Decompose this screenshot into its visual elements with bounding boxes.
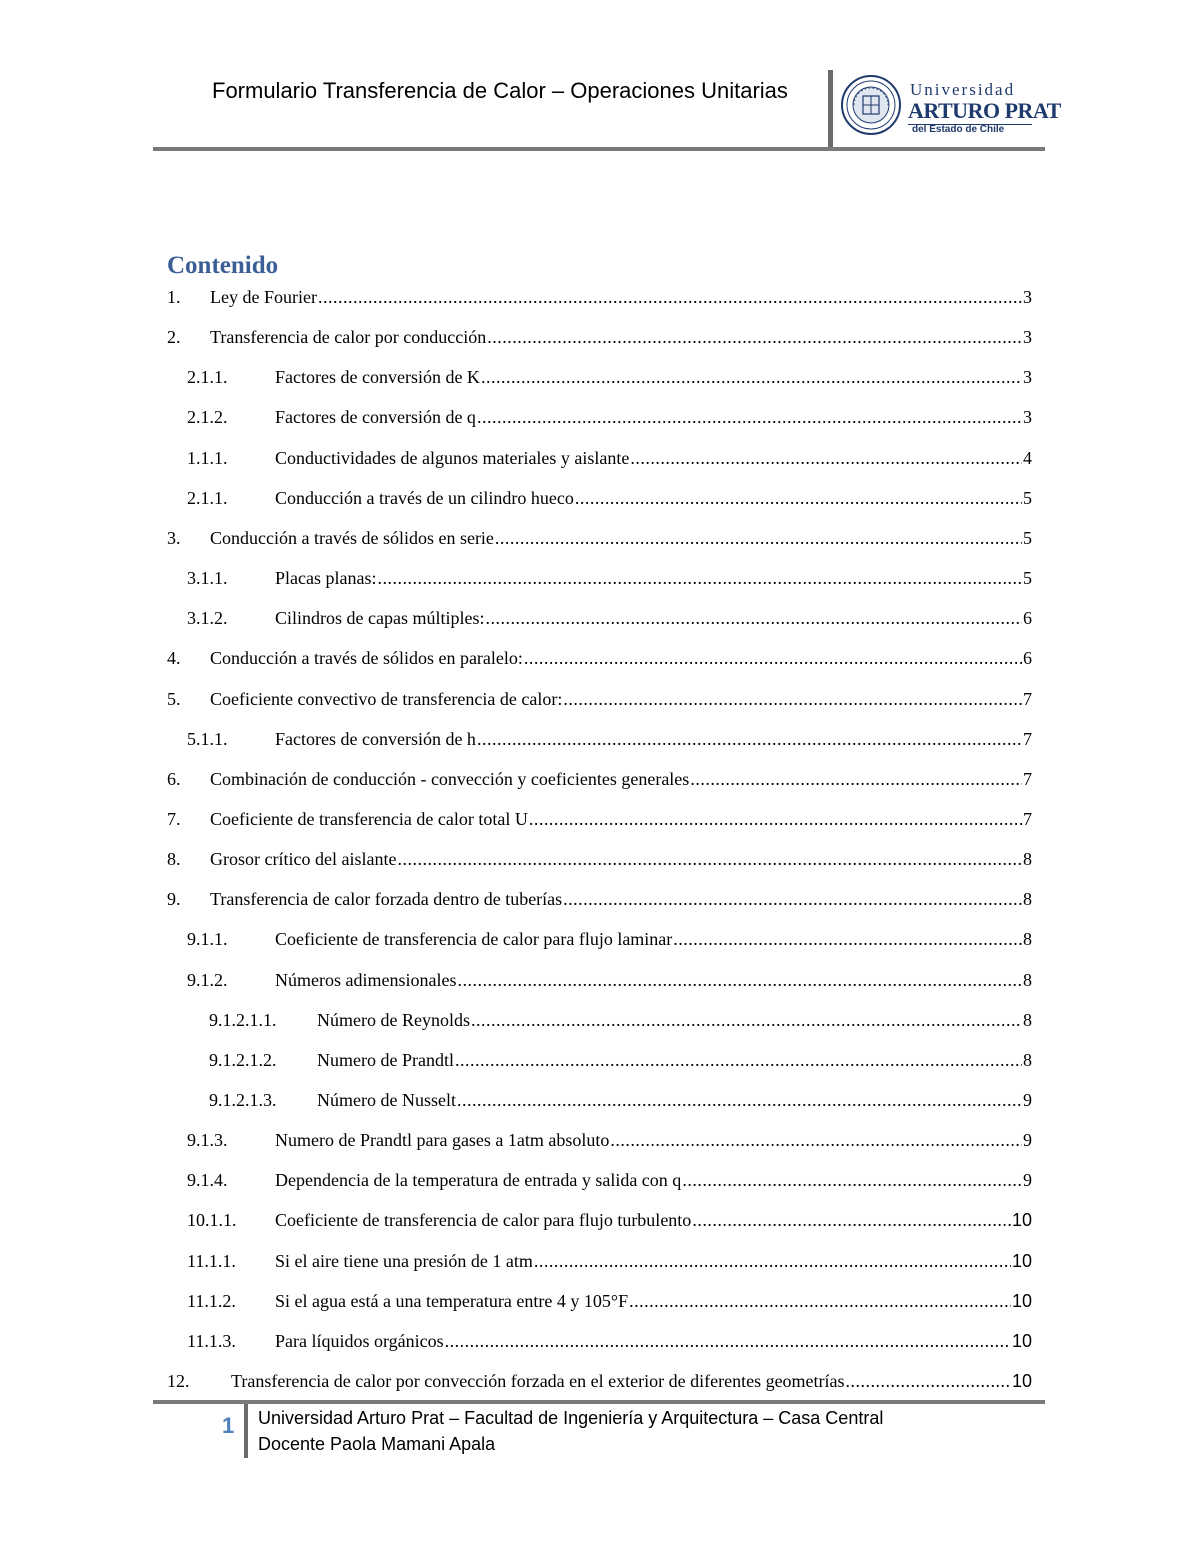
toc-dot-leader bbox=[534, 1251, 1011, 1272]
toc-dot-leader bbox=[457, 1090, 1022, 1111]
toc-entry[interactable] bbox=[187, 1130, 1032, 1156]
toc-entry[interactable] bbox=[187, 1251, 1032, 1277]
toc-dot-leader bbox=[481, 367, 1022, 388]
toc-entry-page: 5 bbox=[1023, 568, 1032, 589]
toc-entry-number: 3.1.1. bbox=[187, 568, 228, 589]
toc-entry-page: 8 bbox=[1023, 929, 1032, 950]
toc-entry-label: Grosor crítico del aislante bbox=[210, 849, 397, 870]
toc-dot-leader bbox=[629, 1291, 1011, 1312]
toc-entry-page: 8 bbox=[1023, 1049, 1032, 1070]
toc-entry[interactable] bbox=[187, 608, 1032, 634]
toc-dot-leader bbox=[610, 1130, 1022, 1151]
toc-dot-leader bbox=[682, 1170, 1022, 1191]
toc-entry-page: 8 bbox=[1023, 1009, 1032, 1030]
toc-entry-page: 10 bbox=[1011, 1290, 1032, 1311]
toc-entry-number: 9.1.1. bbox=[187, 929, 228, 950]
toc-entry-label: Cilindros de capas múltiples: bbox=[275, 608, 485, 629]
toc-entry[interactable] bbox=[167, 327, 1032, 353]
toc-dot-leader bbox=[846, 1371, 1011, 1392]
toc-dot-leader bbox=[690, 769, 1022, 790]
toc-entry-label: Número de Nusselt bbox=[317, 1090, 456, 1110]
toc-entry-number: 3. bbox=[167, 527, 181, 548]
toc-entry-number: 9. bbox=[167, 889, 181, 910]
toc-entry-number: 9.1.2.1.2. bbox=[209, 1049, 277, 1070]
toc-entry-page: 8 bbox=[1023, 889, 1032, 910]
toc-entry-number: 1.1.1. bbox=[187, 447, 228, 468]
university-logo bbox=[840, 74, 1061, 140]
footer-divider bbox=[244, 1404, 248, 1458]
toc-dot-leader bbox=[563, 689, 1022, 710]
toc-entry[interactable] bbox=[187, 1170, 1032, 1196]
toc-entry-page: 10 bbox=[1011, 1210, 1032, 1231]
toc-entry-number: 11.1.1. bbox=[187, 1250, 236, 1271]
footer-page-number: 1 bbox=[222, 1413, 235, 1438]
toc-entry[interactable] bbox=[187, 1291, 1032, 1317]
toc-entry[interactable] bbox=[187, 448, 1032, 474]
toc-entry-number: 12. bbox=[167, 1371, 190, 1392]
toc-entry-label: Si el agua está a una temperatura entre 4 y 105°F bbox=[275, 1290, 629, 1311]
toc-dot-leader bbox=[397, 849, 1022, 870]
toc-dot-leader bbox=[471, 1010, 1022, 1031]
toc-entry-label: Numero de Prandtl bbox=[317, 1049, 454, 1070]
logo-text-arturo-prat: ARTURO PRAT bbox=[908, 98, 1061, 123]
toc-entry-number: 7. bbox=[167, 808, 181, 829]
toc-entry[interactable] bbox=[167, 769, 1032, 795]
toc-entry[interactable] bbox=[187, 407, 1032, 433]
toc-dot-leader bbox=[563, 889, 1022, 910]
toc-entry[interactable] bbox=[167, 648, 1032, 674]
toc-entry-page: 3 bbox=[1023, 287, 1032, 307]
toc-entry[interactable] bbox=[209, 1010, 1032, 1036]
toc-dot-leader bbox=[495, 528, 1022, 549]
toc-entry-label: Para líquidos orgánicos bbox=[275, 1330, 444, 1351]
toc-entry-label: Coeficiente de transferencia de calor para flujo laminar bbox=[275, 929, 673, 950]
toc-dot-leader bbox=[457, 970, 1022, 991]
toc-dot-leader bbox=[377, 568, 1022, 589]
toc-entry-label: Placas planas: bbox=[275, 568, 377, 589]
toc-entry-label: Si el aire tiene una presión de 1 atm bbox=[275, 1250, 533, 1271]
toc-entry-label: Números adimensionales bbox=[275, 969, 457, 990]
toc-entry[interactable] bbox=[187, 929, 1032, 955]
toc-entry-number: 5. bbox=[167, 688, 181, 709]
toc-entry-number: 5.1.1. bbox=[187, 728, 228, 749]
toc-entry-label: Transferencia de calor por convección forzada en el exterior de diferentes geometrías bbox=[231, 1371, 845, 1392]
toc-entry-label: Coeficiente de transferencia de calor para flujo turbulento bbox=[275, 1210, 692, 1231]
toc-entry-label: Numero de Prandtl para gases a 1atm absoluto bbox=[275, 1130, 610, 1151]
toc-entry-label: Número de Reynolds bbox=[317, 1009, 470, 1030]
toc-entry-page: 3 bbox=[1023, 367, 1032, 388]
toc-entry-label: Factores de conversión de q bbox=[275, 407, 476, 428]
toc-dot-leader bbox=[477, 407, 1022, 428]
header-divider bbox=[828, 70, 833, 148]
toc-entry-number: 9.1.2.1.3. bbox=[209, 1090, 277, 1110]
toc-entry[interactable] bbox=[167, 809, 1032, 835]
toc-entry-number: 11.1.3. bbox=[187, 1330, 236, 1351]
toc-entry-number: 9.1.2.1.1. bbox=[209, 1009, 277, 1030]
toc-entry-number: 9.1.4. bbox=[187, 1170, 228, 1191]
toc-entry-page: 3 bbox=[1023, 407, 1032, 428]
toc-dot-leader bbox=[630, 448, 1022, 469]
toc-entry[interactable] bbox=[167, 528, 1032, 554]
footer-teacher: Docente Paola Mamani Apala bbox=[258, 1434, 496, 1454]
toc-entry-page: 3 bbox=[1023, 327, 1032, 348]
toc-entry-page: 5 bbox=[1023, 527, 1032, 548]
toc-entry-page: 7 bbox=[1023, 728, 1032, 749]
toc-entry-page: 9 bbox=[1023, 1090, 1032, 1110]
header-rule bbox=[153, 147, 1045, 151]
toc-entry-page: 6 bbox=[1023, 648, 1032, 669]
toc-entry-page: 5 bbox=[1023, 487, 1032, 508]
toc-entry-page: 10 bbox=[1011, 1250, 1032, 1271]
toc-heading: Contenido bbox=[167, 252, 279, 279]
toc-dot-leader bbox=[692, 1210, 1011, 1231]
toc-entry-page: 10 bbox=[1011, 1330, 1032, 1351]
toc-entry-page: 4 bbox=[1023, 447, 1032, 468]
toc-entry-number: 10.1.1. bbox=[187, 1210, 237, 1231]
toc-entry-number: 8. bbox=[167, 849, 181, 870]
toc-dot-leader bbox=[529, 809, 1022, 830]
toc-entry-label: Conducción a través de un cilindro hueco bbox=[275, 487, 574, 508]
toc-entry-number: 2. bbox=[167, 327, 181, 348]
toc-dot-leader bbox=[524, 648, 1022, 669]
toc-entry[interactable] bbox=[187, 1331, 1032, 1357]
toc-entry[interactable] bbox=[209, 1050, 1032, 1076]
toc-entry-page: 8 bbox=[1023, 849, 1032, 870]
toc-entry[interactable] bbox=[167, 849, 1032, 875]
toc-entry-label: Conductividades de algunos materiales y aislante bbox=[275, 447, 630, 468]
toc-entry[interactable] bbox=[187, 970, 1032, 996]
toc-dot-leader bbox=[485, 608, 1022, 629]
toc-entry[interactable] bbox=[187, 488, 1032, 514]
toc-entry-label: Ley de Fourier bbox=[210, 287, 317, 307]
header-title: Formulario Transferencia de Calor – Operaciones Unitarias bbox=[212, 78, 788, 103]
toc-dot-leader bbox=[318, 287, 1022, 308]
logo-text-estado: del Estado de Chile bbox=[912, 124, 1005, 135]
toc-dot-leader bbox=[673, 929, 1022, 950]
toc-entry-number: 3.1.2. bbox=[187, 608, 228, 629]
toc-dot-leader bbox=[487, 327, 1022, 348]
toc-entry-number: 9.1.2. bbox=[187, 969, 228, 990]
logo-text-universidad: Universidad bbox=[910, 80, 1016, 99]
toc-entry-number: 6. bbox=[167, 768, 181, 789]
toc-entry-page: 9 bbox=[1023, 1130, 1032, 1151]
toc-entry-label: Conducción a través de sólidos en serie bbox=[210, 527, 494, 548]
footer-institution: Universidad Arturo Prat – Facultad de Ingeniería y Arquitectura – Casa Central bbox=[258, 1408, 884, 1428]
toc-entry-page: 7 bbox=[1023, 688, 1032, 709]
toc-entry-label: Conducción a través de sólidos en paralelo: bbox=[210, 648, 523, 669]
toc-entry-label: Dependencia de la temperatura de entrada y salida con q bbox=[275, 1170, 682, 1191]
toc-entry-label: Factores de conversión de h bbox=[275, 728, 476, 749]
toc-entry-number: 9.1.3. bbox=[187, 1130, 228, 1151]
toc-entry-page: 6 bbox=[1023, 608, 1032, 629]
toc-entry-label: Transferencia de calor por conducción bbox=[210, 327, 487, 348]
toc-entry-page: 7 bbox=[1023, 768, 1032, 789]
toc-dot-leader bbox=[477, 729, 1022, 750]
toc-entry-label: Factores de conversión de K bbox=[275, 367, 480, 388]
toc-entry[interactable] bbox=[167, 287, 1032, 313]
toc-entry-page: 9 bbox=[1023, 1170, 1032, 1191]
toc-entry-page: 10 bbox=[1011, 1371, 1032, 1392]
toc-entry-number: 4. bbox=[167, 648, 181, 669]
toc-entry-number: 1. bbox=[167, 287, 181, 307]
toc-dot-leader bbox=[575, 488, 1022, 509]
toc-entry[interactable] bbox=[167, 689, 1032, 715]
toc-entry-number: 2.1.1. bbox=[187, 487, 228, 508]
toc-entry[interactable] bbox=[167, 1371, 1032, 1397]
toc-entry-label: Coeficiente convectivo de transferencia de calor: bbox=[210, 688, 563, 709]
toc-entry[interactable] bbox=[187, 367, 1032, 393]
toc-entry[interactable] bbox=[187, 729, 1032, 755]
toc-entry-number: 2.1.2. bbox=[187, 407, 228, 428]
toc-entry[interactable] bbox=[187, 568, 1032, 594]
footer-rule bbox=[153, 1400, 1045, 1404]
toc-entry-label: Transferencia de calor forzada dentro de tuberías bbox=[210, 889, 563, 910]
toc-dot-leader bbox=[455, 1050, 1022, 1071]
toc-dot-leader bbox=[445, 1331, 1011, 1352]
toc-entry-page: 8 bbox=[1023, 969, 1032, 990]
toc-entry-label: Combinación de conducción - convección y coeficientes generales bbox=[210, 768, 690, 789]
toc-entry-number: 11.1.2. bbox=[187, 1290, 236, 1311]
toc-entry-page: 7 bbox=[1023, 808, 1032, 829]
toc-entry[interactable] bbox=[209, 1090, 1032, 1116]
toc-entry-number: 2.1.1. bbox=[187, 367, 228, 388]
toc-entry[interactable] bbox=[167, 889, 1032, 915]
toc-entry[interactable] bbox=[187, 1210, 1032, 1236]
toc-entry-label: Coeficiente de transferencia de calor total U bbox=[210, 808, 528, 829]
university-seal-icon bbox=[840, 74, 902, 136]
